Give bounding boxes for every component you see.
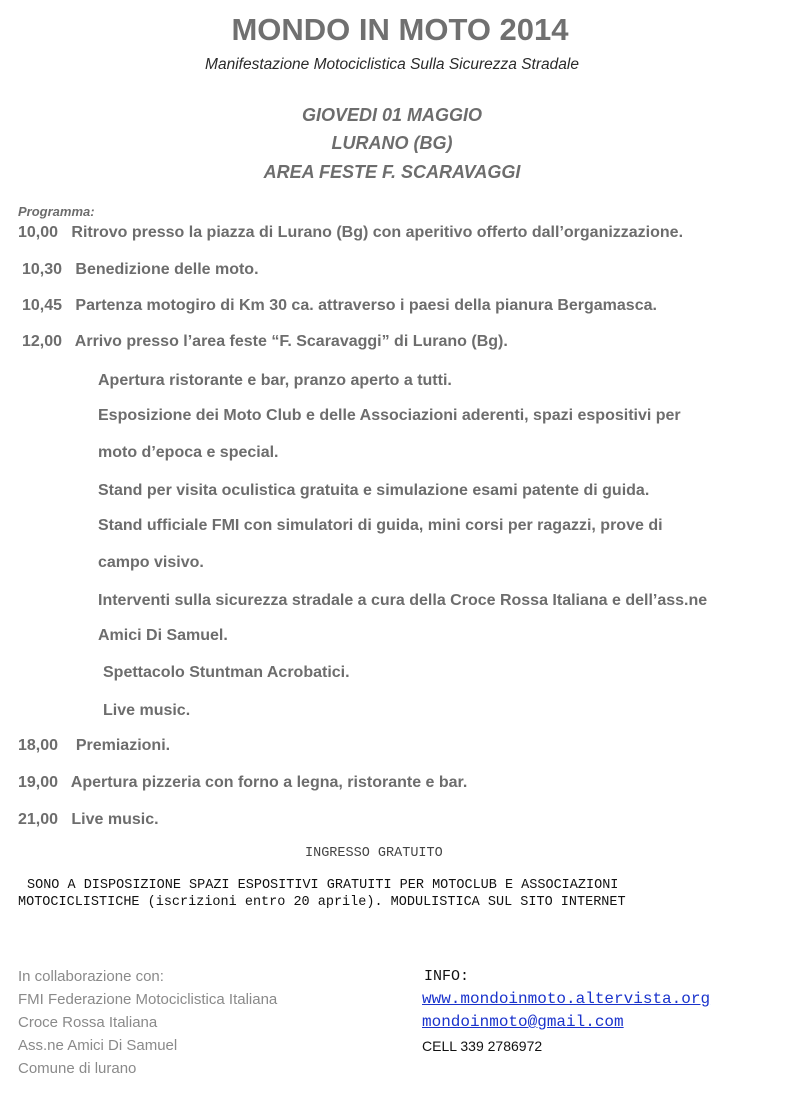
program-detail: Live music. (103, 702, 191, 719)
event-place: LURANO (BG) (331, 133, 453, 153)
schedule-item (22, 297, 657, 315)
partner-item: Ass.ne Amici Di Samuel (18, 1037, 178, 1054)
event-area: AREA FESTE F. SCARAVAGGI (263, 162, 521, 182)
partner-item: Comune di lurano (18, 1060, 137, 1077)
schedule-text: Apertura pizzeria con forno a legna, ristorante e bar. (70, 774, 468, 791)
schedule-text: Arrivo presso l’area feste “F. Scaravaggi” di Lurano (Bg). (74, 333, 508, 350)
schedule-text: Live music. (71, 811, 159, 828)
collab-label: In collaborazione con: (18, 968, 164, 985)
schedule-time: 21,00 (18, 811, 59, 828)
program-detail: Stand per visita oculistica gratuita e simulazione esami patente di guida. (98, 482, 650, 499)
partner-item: FMI Federazione Motociclistica Italiana (18, 991, 278, 1008)
schedule-item (22, 261, 259, 279)
schedule-time: 18,00 (18, 737, 59, 754)
website-link[interactable]: www.mondoinmoto.altervista.org (422, 990, 711, 1008)
schedule-text: Ritrovo presso la piazza di Lurano (Bg) con aperitivo offerto dall’organizzazione. (71, 224, 684, 241)
notice-line-2: MOTOCICLISTICHE (iscrizioni entro 20 aprile). MODULISTICA SUL SITO INTERNET (18, 895, 626, 910)
schedule-item (18, 737, 170, 755)
schedule-item (18, 811, 159, 829)
info-label: INFO: (424, 968, 470, 985)
email-link[interactable]: mondoinmoto@gmail.com (422, 1013, 624, 1031)
ingresso-gratuito: INGRESSO GRATUITO (305, 846, 443, 861)
schedule-item (22, 333, 508, 351)
partner-item: Croce Rossa Italiana (18, 1014, 158, 1031)
schedule-time: 10,00 (18, 224, 59, 241)
schedule-text: Partenza motogiro di Km 30 ca. attraverso i paesi della pianura Bergamasca. (75, 297, 657, 314)
schedule-text: Benedizione delle moto. (75, 261, 259, 278)
program-detail: Interventi sulla sicurezza stradale a cura della Croce Rossa Italiana e dell’ass.ne (98, 592, 708, 609)
page-title: MONDO IN MOTO 2014 (231, 12, 569, 47)
schedule-item (18, 774, 467, 792)
schedule-item (18, 224, 683, 242)
schedule-time: 19,00 (18, 774, 59, 791)
schedule-time: 12,00 (22, 333, 63, 350)
schedule-time: 10,45 (22, 297, 63, 314)
schedule-time: 10,30 (22, 261, 63, 278)
phone-number: CELL 339 2786972 (422, 1038, 543, 1054)
program-detail: Spettacolo Stuntman Acrobatici. (103, 664, 350, 681)
program-detail: Apertura ristorante e bar, pranzo aperto a tutti. (98, 372, 452, 389)
event-date: GIOVEDI 01 MAGGIO (301, 105, 483, 125)
program-detail: Amici Di Samuel. (98, 627, 228, 644)
schedule-text: Premiazioni. (75, 737, 171, 754)
program-detail: Esposizione dei Moto Club e delle Associazioni aderenti, spazi espositivi per (98, 407, 681, 424)
program-detail: Stand ufficiale FMI con simulatori di guida, mini corsi per ragazzi, prove di (98, 517, 663, 534)
page-subtitle: Manifestazione Motociclistica Sulla Sicurezza Stradale (205, 56, 579, 73)
program-detail: moto d’epoca e special. (98, 444, 279, 461)
programma-label: Programma: (18, 204, 95, 219)
program-detail: campo visivo. (98, 554, 204, 571)
notice-line-1: SONO A DISPOSIZIONE SPAZI ESPOSITIVI GRATUITI PER MOTOCLUB E ASSOCIAZIONI (27, 878, 619, 893)
